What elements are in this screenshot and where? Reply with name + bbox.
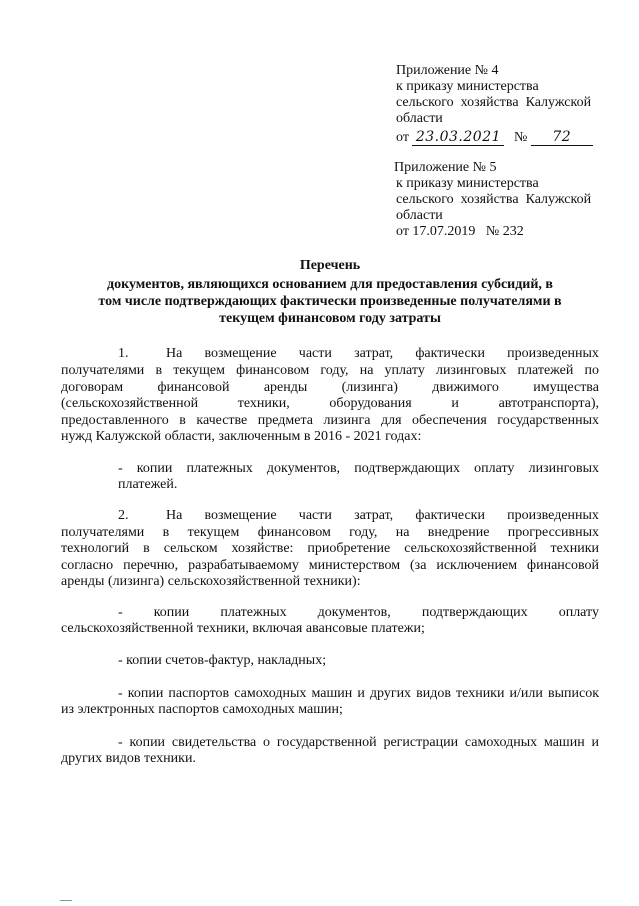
word: затрат, <box>354 508 394 523</box>
word: документов, <box>317 605 391 620</box>
appendix-5-line3: области <box>396 208 443 223</box>
p2-item1-line2: сельскохозяйственной техники, включая авансовые платежи; <box>61 621 425 636</box>
p1-line6: нужд Калужской области, заключенным в 2016 - 2021 годах: <box>61 429 422 444</box>
date-prefix: от <box>396 130 409 145</box>
p2-line4: согласно перечню, разрабатываемому министерством (за исключением финансовой <box>61 558 599 573</box>
p1-first-line <box>166 346 599 362</box>
appendix-5-title: Приложение № 5 <box>394 160 497 175</box>
heading-line3: том числе подтверждающих фактически произведенные получателями в <box>98 294 562 309</box>
word: подтверждающих <box>421 605 528 620</box>
word: произведенных <box>507 346 599 361</box>
p2-line3: технологий в сельском хозяйстве: приобретение сельскохозяйственной техники <box>61 541 599 556</box>
word: (сельскохозяйственной <box>61 396 199 411</box>
word: оборудования <box>329 396 412 411</box>
word: платежных <box>220 605 287 620</box>
appendix-5-line1: к приказу министерства <box>396 176 539 191</box>
appendix-4-line1: к приказу министерства <box>396 79 539 94</box>
p2-item3-line2: из электронных паспортов самоходных машин; <box>61 702 343 717</box>
heading-line2: документов, являющихся основанием для предоставления субсидий, в <box>107 277 553 292</box>
p2-item3-line1: - копии паспортов самоходных машин и других видов техники и/или выписок <box>118 686 599 701</box>
p2-number: 2. <box>118 508 129 523</box>
word: техники, <box>237 396 290 411</box>
appendix-4-line2: сельского хозяйства Калужской <box>396 95 592 110</box>
p2-item2: - копии счетов-фактур, накладных; <box>118 653 327 668</box>
heading-line4: текущем финансовом году затраты <box>219 311 441 326</box>
p2-item4-line1: - копии свидетельства о государственной регистрации самоходных машин и <box>118 735 599 750</box>
word: оплату <box>558 605 599 620</box>
word: автотранспорта), <box>498 396 599 411</box>
appendix-5-line2: сельского хозяйства Калужской <box>396 192 592 207</box>
word: имущества <box>533 380 599 395</box>
word: На <box>166 346 183 361</box>
p2-line5: аренды (лизинга) сельскохозяйственной техники): <box>61 574 361 589</box>
word: На <box>166 508 183 523</box>
word: движимого <box>432 380 499 395</box>
appendix-4-date-line <box>396 129 616 146</box>
p1-line4 <box>61 396 599 412</box>
appendix-4-block <box>396 63 616 146</box>
word: копии <box>153 605 190 620</box>
word: (лизинга) <box>341 380 398 395</box>
word: части <box>298 346 332 361</box>
p1-line3 <box>61 380 599 396</box>
handwritten-date: 23.03.2021 <box>412 129 504 146</box>
p1-number: 1. <box>118 346 129 361</box>
footer-scan-mark: — <box>60 892 72 906</box>
p2-line2: получателями в текущем финансовом году, на внедрение прогрессивных <box>61 525 599 540</box>
word: фактически <box>415 346 485 361</box>
word: фактически <box>415 508 485 523</box>
word: возмещение <box>204 508 277 523</box>
p2-first-line <box>166 508 599 524</box>
p2-item1-line1 <box>118 605 599 621</box>
appendix-5-line4: от 17.07.2019 № 232 <box>396 224 524 239</box>
word: финансовой <box>157 380 230 395</box>
word: и <box>451 396 459 411</box>
word: - <box>118 605 123 620</box>
handwritten-number: 72 <box>531 129 593 146</box>
word: части <box>298 508 332 523</box>
word: аренды <box>263 380 308 395</box>
word: возмещение <box>204 346 277 361</box>
appendix-4-line3: области <box>396 111 443 126</box>
word: произведенных <box>507 508 599 523</box>
p2-item4-line2: других видов техники. <box>61 751 196 766</box>
p1-line2: получателями в текущем финансовом году, на уплату лизинговых платежей по <box>61 363 599 378</box>
heading-title: Перечень <box>299 258 361 273</box>
word: договорам <box>61 380 124 395</box>
p1-item-line2: платежей. <box>118 477 178 492</box>
p1-item-line1: - копии платежных документов, подтверждающих оплату лизинговых <box>118 461 599 476</box>
p1-line5: предоставленного в качестве предмета лизинга для обеспечения государственных <box>61 413 599 428</box>
number-prefix: № <box>513 130 528 145</box>
word: затрат, <box>354 346 394 361</box>
appendix-5-block <box>396 160 616 240</box>
appendix-4-title: Приложение № 4 <box>396 63 499 78</box>
